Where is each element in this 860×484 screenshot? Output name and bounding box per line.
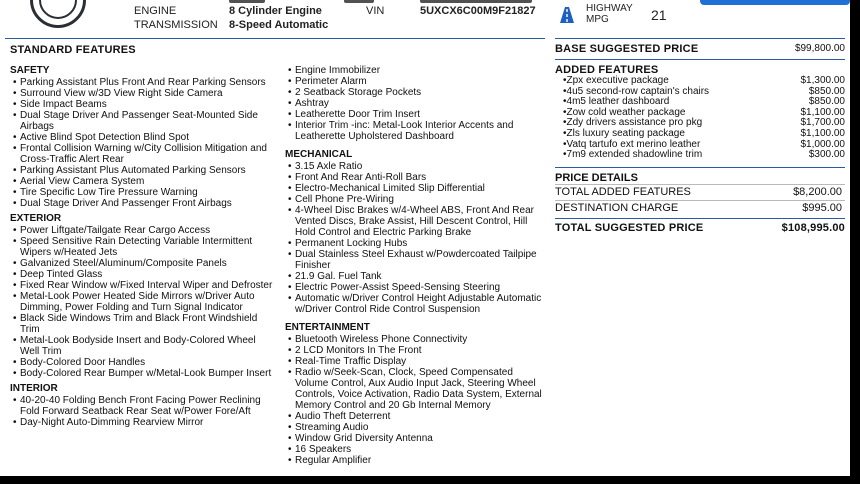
- option-price: $1,300.00: [800, 75, 845, 86]
- feature-item: • Body-Colored Door Handles: [10, 357, 275, 368]
- feature-item: • 2 LCD Monitors In The Front: [285, 345, 545, 356]
- section-heading: SAFETY: [10, 65, 50, 76]
- option-price: $850.00: [808, 96, 845, 108]
- feature-item: • Radio w/Seek-Scan, Clock, Speed Compensated Volume Control, Aux Audio Input Jack, Steering Wheel Controls, Voice Activation, Radio Data System, External Memory Control and 20 Gb Internal Memory: [285, 367, 545, 411]
- feature-item: • Side Impact Beams: [10, 99, 275, 110]
- feature-item: • Cell Phone Pre-Wiring: [285, 194, 545, 205]
- feature-item: • Metal-Look Power Heated Side Mirrors w/Driver Auto Dimming, Power Folding and Turn Signal Indicator: [10, 291, 275, 313]
- section-heading: ENTERTAINMENT: [285, 322, 370, 333]
- destination-row: [555, 200, 845, 216]
- feature-item: • 16 Speakers: [285, 444, 545, 455]
- feature-item: • 40-20-40 Folding Bench Front Facing Power Reclining Fold Forward Seatback Rear Seat w/Power Fore/Aft: [10, 395, 275, 417]
- feature-list: [285, 334, 545, 466]
- added-features-heading: ADDED FEATURES: [555, 59, 845, 76]
- feature-item: • Tire Specific Low Tire Pressure Warning: [10, 187, 275, 198]
- total-price-label: TOTAL SUGGESTED PRICE: [555, 222, 704, 235]
- highway-icon: [558, 6, 576, 24]
- option-name: • Vatq tartufo ext merino leather: [563, 140, 700, 151]
- feature-list: [285, 161, 545, 315]
- feature-item: • 2 Seatback Storage Pockets: [285, 87, 545, 98]
- highway-mpg-value: 21: [651, 7, 667, 23]
- section-heading: EXTERIOR: [10, 213, 62, 224]
- base-price-row: [555, 38, 845, 57]
- feature-item: • Window Grid Diversity Antenna: [285, 433, 545, 444]
- pricing-panel: [555, 38, 845, 238]
- feature-item: • Leatherette Door Trim Insert: [285, 109, 545, 120]
- feature-item: • Active Blind Spot Detection Blind Spot: [10, 132, 275, 143]
- features-divider: [5, 38, 545, 39]
- feature-item: • Aerial View Camera System: [10, 176, 275, 187]
- engine-label: ENGINE: [134, 5, 177, 17]
- brand-logo: [30, 0, 86, 28]
- option-price: $1,100.00: [800, 127, 845, 139]
- feature-item: • Bluetooth Wireless Phone Connectivity: [285, 334, 545, 345]
- feature-item: • Audio Theft Deterrent: [285, 411, 545, 422]
- price-details-heading: PRICE DETAILS: [555, 167, 845, 184]
- cut-off-text: [229, 0, 265, 3]
- option-name: • 4u5 second-row captain's chairs: [563, 87, 709, 98]
- feature-item: • Power Liftgate/Tailgate Rear Cargo Access: [10, 225, 275, 236]
- feature-item: • Dual Stainless Steel Exhaust w/Powdercoated Tailpipe Finisher: [285, 249, 545, 271]
- total-price-value: $108,995.00: [781, 222, 845, 235]
- feature-item: • Front And Rear Anti-Roll Bars: [285, 172, 545, 183]
- feature-item: • Regular Amplifier: [285, 455, 545, 466]
- option-name: • Zls luxury seating package: [563, 129, 685, 140]
- feature-item: • Automatic w/Driver Control Height Adjustable Automatic w/Driver Control Ride Control Suspension: [285, 293, 545, 315]
- option-row: [555, 129, 845, 140]
- feature-item: • Permanent Locking Hubs: [285, 238, 545, 249]
- feature-item: • Speed Sensitive Rain Detecting Variable Intermittent Wipers w/Heated Jets: [10, 236, 275, 258]
- option-name: • 4m5 leather dashboard: [563, 97, 669, 108]
- feature-item: • Frontal Collision Warning w/City Collision Mitigation and Cross-Traffic Alert Rear: [10, 143, 275, 165]
- feature-item: • Galvanized Steel/Aluminum/Composite Panels: [10, 258, 275, 269]
- cut-off-text: [420, 0, 532, 3]
- total-added-label: TOTAL ADDED FEATURES: [555, 186, 691, 199]
- brand-logo-ring: [39, 0, 77, 19]
- feature-item: • Streaming Audio: [285, 422, 545, 433]
- feature-item: • 21.9 Gal. Fuel Tank: [285, 271, 545, 282]
- feature-item: • Perimeter Alarm: [285, 76, 545, 87]
- feature-item: • Parking Assistant Plus Front And Rear Parking Sensors: [10, 77, 275, 88]
- feature-item: • Electro-Mechanical Limited Slip Differential: [285, 183, 545, 194]
- base-price-value: $99,800.00: [794, 43, 845, 54]
- total-added-value: $8,200.00: [793, 186, 842, 199]
- feature-list: [10, 225, 275, 379]
- action-button[interactable]: [700, 0, 850, 5]
- feature-item: • Surround View w/3D View Right Side Camera: [10, 88, 275, 99]
- base-price-label: BASE SUGGESTED PRICE: [555, 43, 699, 55]
- feature-item: • Parking Assistant Plus Automated Parking Sensors: [10, 165, 275, 176]
- option-price: $1,000.00: [800, 138, 845, 150]
- feature-item: • Deep Tinted Glass: [10, 269, 275, 280]
- feature-item: • Electric Power-Assist Speed-Sensing Steering: [285, 282, 545, 293]
- feature-list: [10, 395, 275, 428]
- option-price: $850.00: [808, 85, 845, 97]
- transmission-value: 8-Speed Automatic: [229, 19, 329, 31]
- option-name: • 7m9 extended shadowline trim: [563, 150, 702, 161]
- section-heading: MECHANICAL: [285, 149, 353, 160]
- option-name: • Zpx executive package: [563, 76, 669, 87]
- standard-features-title: STANDARD FEATURES: [10, 44, 136, 56]
- feature-list: [10, 77, 275, 209]
- option-name: • Zdy drivers assistance pro pkg: [563, 118, 702, 129]
- total-added-row: [555, 184, 845, 200]
- option-price: $300.00: [808, 149, 845, 161]
- highway-mpg-label: HIGHWAY MPG: [586, 3, 633, 25]
- feature-item: • Body-Colored Rear Bumper w/Metal-Look Bumper Insert: [10, 368, 275, 379]
- feature-item: • Engine Immobilizer: [285, 65, 545, 76]
- feature-item: • Interior Trim -inc: Metal-Look Interior Accents and Leatherette Upholstered Dashboard: [285, 120, 545, 142]
- feature-item: • Metal-Look Bodyside Insert and Body-Colored Wheel Well Trim: [10, 335, 275, 357]
- destination-value: $995.00: [802, 202, 842, 215]
- engine-value: 8 Cylinder Engine: [229, 5, 322, 17]
- transmission-label: TRANSMISSION: [134, 19, 218, 31]
- feature-item: • Ashtray: [285, 98, 545, 109]
- section-heading: INTERIOR: [10, 383, 58, 394]
- option-price: $1,100.00: [800, 106, 845, 118]
- option-row: [555, 76, 845, 87]
- feature-item: • Fixed Rear Window w/Fixed Interval Wiper and Defroster: [10, 280, 275, 291]
- feature-item: • 3.15 Axle Ratio: [285, 161, 545, 172]
- feature-item: • Black Side Windows Trim and Black Front Windshield Trim: [10, 313, 275, 335]
- cut-off-text: [344, 0, 374, 3]
- destination-label: DESTINATION CHARGE: [555, 202, 679, 215]
- option-row: [555, 150, 845, 161]
- total-price-row: [555, 218, 845, 238]
- features-column-left: [10, 62, 275, 428]
- features-column-right: [285, 62, 545, 466]
- feature-item: • Real-Time Traffic Display: [285, 356, 545, 367]
- added-features-list: [555, 76, 845, 161]
- feature-item: • Dual Stage Driver And Passenger Seat-Mounted Side Airbags: [10, 110, 275, 132]
- option-name: • Zow cold weather package: [563, 108, 685, 119]
- feature-item: • Dual Stage Driver And Passenger Front Airbags: [10, 198, 275, 209]
- vin-value: 5UXCX6C00M9F21827: [420, 5, 536, 17]
- feature-item: • 4-Wheel Disc Brakes w/4-Wheel ABS, Front And Rear Vented Discs, Brake Assist, Hill Descent Control, Hill Hold Control and Electric Parking Brake: [285, 205, 545, 238]
- vin-label: VIN: [366, 5, 385, 17]
- option-price: $1,700.00: [800, 117, 845, 129]
- frame-border: [850, 0, 860, 484]
- frame-border: [0, 476, 860, 484]
- feature-item: • Day-Night Auto-Dimming Rearview Mirror: [10, 417, 275, 428]
- feature-list: [285, 65, 545, 142]
